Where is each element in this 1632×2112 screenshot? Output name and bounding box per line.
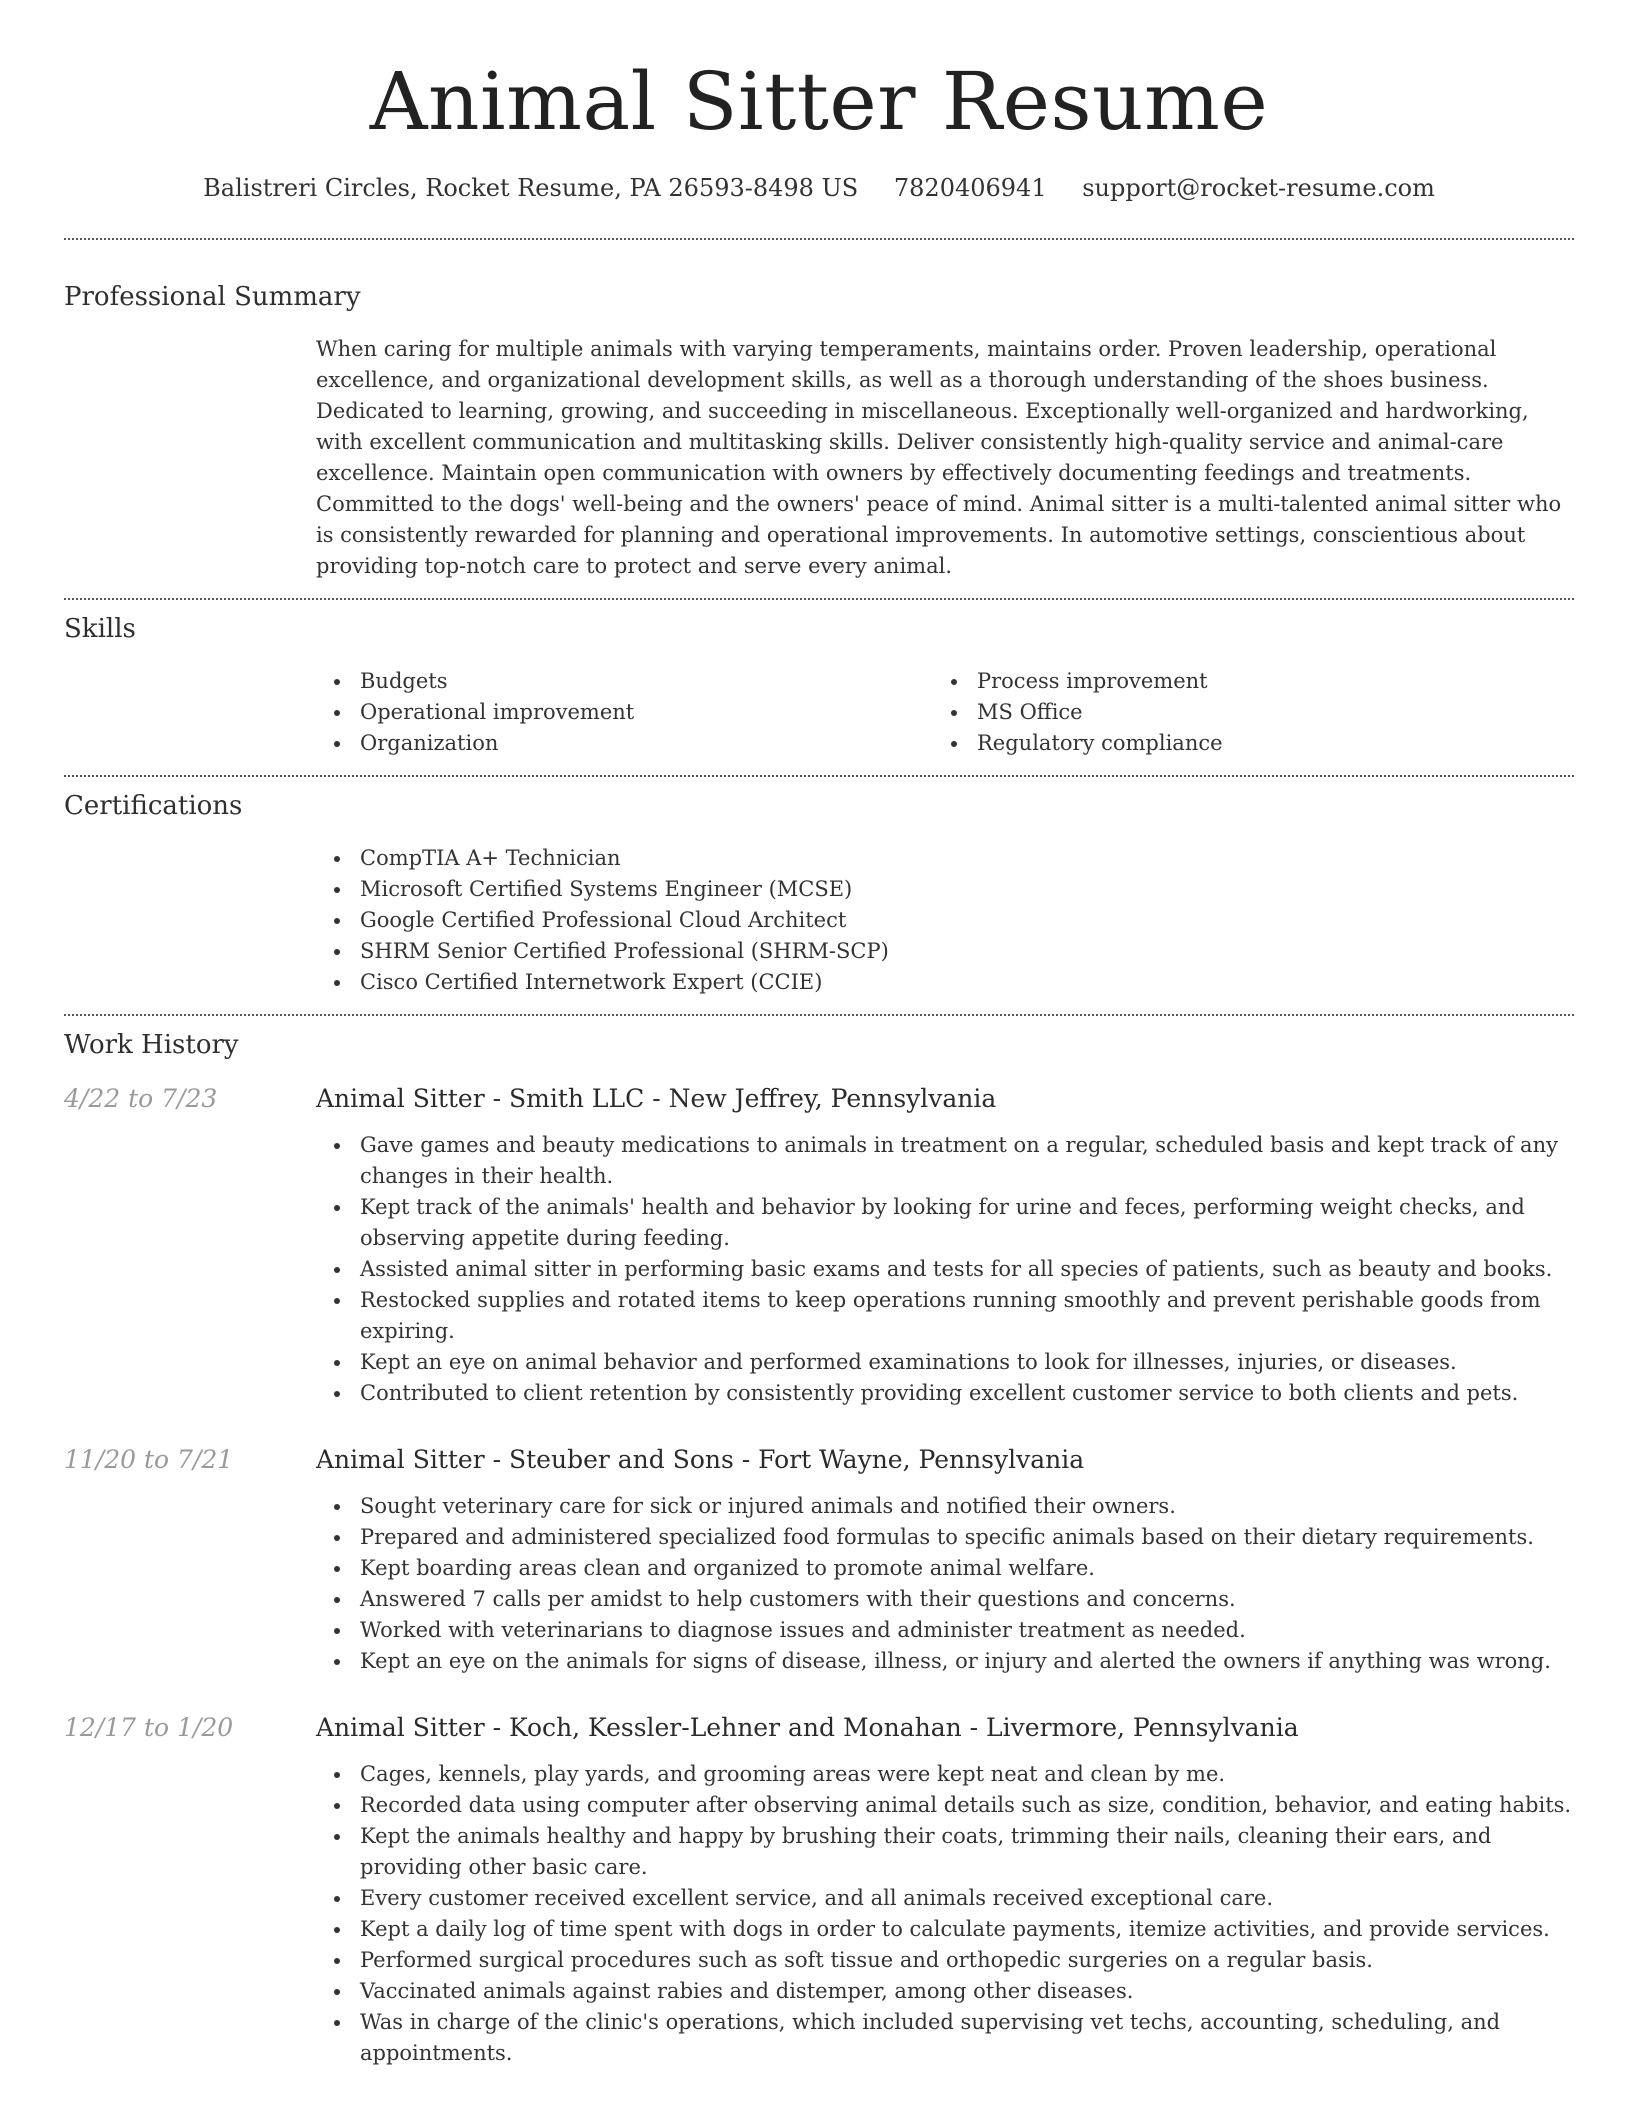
- contact-line: [64, 172, 1574, 204]
- divider: [64, 598, 1574, 600]
- job-date: 4/22 to 7/23: [64, 1084, 218, 1113]
- summary-heading: Professional Summary: [64, 282, 361, 312]
- job-duty: Prepared and administered specialized food formulas to specific animals based on their dietary requirements.: [316, 1522, 1574, 1553]
- job-duty: Sought veterinary care for sick or injured animals and notified their owners.: [316, 1491, 1574, 1522]
- job-title: Animal Sitter - Steuber and Sons - Fort Wayne, Pennsylvania: [316, 1445, 1085, 1474]
- skills-grid: [316, 666, 1574, 759]
- job-duty: Kept a daily log of time spent with dogs in order to calculate payments, itemize activities, and provide services.: [316, 1914, 1574, 1945]
- job-header: [64, 1082, 1574, 1116]
- skills-right-list: [933, 666, 1550, 759]
- job-title: Animal Sitter - Smith LLC - New Jeffrey, Pennsylvania: [316, 1084, 997, 1113]
- skill-item: Operational improvement: [316, 697, 933, 728]
- job-duty: Assisted animal sitter in performing basic exams and tests for all species of patients, such as beauty and books.: [316, 1254, 1574, 1285]
- job-duty: Worked with veterinarians to diagnose issues and administer treatment as needed.: [316, 1615, 1574, 1646]
- job-duty: Vaccinated animals against rabies and distemper, among other diseases.: [316, 1976, 1574, 2007]
- job-duty: Kept track of the animals' health and behavior by looking for urine and feces, performing weight checks, and observing appetite during feeding.: [316, 1192, 1574, 1254]
- resume-title: Animal Sitter Resume: [369, 55, 1269, 148]
- job-duty: Restocked supplies and rotated items to keep operations running smoothly and prevent perishable goods from expiring.: [316, 1285, 1574, 1347]
- certifications-list: [316, 843, 1574, 998]
- divider: [64, 775, 1574, 777]
- job-duty: Kept boarding areas clean and organized to promote animal welfare.: [316, 1553, 1574, 1584]
- skills-heading: Skills: [64, 614, 136, 644]
- resume-page: [64, 0, 1574, 2069]
- job-duty: Every customer received excellent service, and all animals received exceptional care.: [316, 1883, 1574, 1914]
- job-duty: Kept the animals healthy and happy by brushing their coats, trimming their nails, cleaning their ears, and providing other basic care.: [316, 1821, 1574, 1883]
- certifications-heading: Certifications: [64, 791, 243, 821]
- job-duty: Gave games and beauty medications to animals in treatment on a regular, scheduled basis and kept track of any changes in their health.: [316, 1130, 1574, 1192]
- certification-item: CompTIA A+ Technician: [316, 843, 1574, 874]
- job-duty: Performed surgical procedures such as soft tissue and orthopedic surgeries on a regular basis.: [316, 1945, 1574, 1976]
- job-entry: [64, 1082, 1574, 1409]
- contact-phone: 7820406941: [893, 174, 1047, 202]
- job-date: 12/17 to 1/20: [64, 1713, 234, 1742]
- skill-item: Budgets: [316, 666, 933, 697]
- job-duty: Recorded data using computer after observing animal details such as size, condition, behavior, and eating habits.: [316, 1790, 1574, 1821]
- job-entry: [64, 1443, 1574, 1677]
- skills-left-list: [316, 666, 933, 759]
- skill-item: Organization: [316, 728, 933, 759]
- certification-item: SHRM Senior Certified Professional (SHRM-SCP): [316, 936, 1574, 967]
- contact-email: support@rocket-resume.com: [1082, 174, 1435, 202]
- job-title: Animal Sitter - Koch, Kessler-Lehner and Monahan - Livermore, Pennsylvania: [316, 1713, 1299, 1742]
- job-header: [64, 1443, 1574, 1477]
- divider: [64, 238, 1574, 240]
- contact-address: Balistreri Circles, Rocket Resume, PA 26593-8498 US: [203, 174, 859, 202]
- divider: [64, 1014, 1574, 1016]
- job-duties-list: [316, 1130, 1574, 1409]
- skill-item: Regulatory compliance: [933, 728, 1550, 759]
- job-date: 11/20 to 7/21: [64, 1445, 234, 1474]
- work-history-heading: Work History: [64, 1030, 239, 1060]
- job-duties-list: [316, 1759, 1574, 2069]
- job-duties-list: [316, 1491, 1574, 1677]
- skill-item: Process improvement: [933, 666, 1550, 697]
- skill-item: MS Office: [933, 697, 1550, 728]
- certification-item: Google Certified Professional Cloud Architect: [316, 905, 1574, 936]
- job-duty: Kept an eye on animal behavior and performed examinations to look for illnesses, injuries, or diseases.: [316, 1347, 1574, 1378]
- job-header: [64, 1711, 1574, 1745]
- job-duty: Was in charge of the clinic's operations, which included supervising vet techs, accounting, scheduling, and appointments.: [316, 2007, 1574, 2069]
- certification-item: Microsoft Certified Systems Engineer (MCSE): [316, 874, 1574, 905]
- job-duty: Kept an eye on the animals for signs of disease, illness, or injury and alerted the owners if anything was wrong.: [316, 1646, 1574, 1677]
- job-entry: [64, 1711, 1574, 2069]
- job-duty: Contributed to client retention by consistently providing excellent customer service to both clients and pets.: [316, 1378, 1574, 1409]
- job-duty: Cages, kennels, play yards, and grooming areas were kept neat and clean by me.: [316, 1759, 1574, 1790]
- job-duty: Answered 7 calls per amidst to help customers with their questions and concerns.: [316, 1584, 1574, 1615]
- certification-item: Cisco Certified Internetwork Expert (CCIE): [316, 967, 1574, 998]
- summary-text: When caring for multiple animals with varying temperaments, maintains order. Proven leadership, operational excellence, and organizational development skills, as well as a thorough understanding of the shoes business. Dedicated to learning, growing, and succeeding in miscellaneous. Exceptionally well-organized and hardworking, with excellent communication and multitasking skills. Deliver consistently high-quality service and animal-care excellence. Maintain open communication with owners by effectively documenting feedings and treatments. Committed to the dogs' well-being and the owners' peace of mind. Animal sitter is a multi-talented animal sitter who is consistently rewarded for planning and operational improvements. In automotive settings, conscientious about providing top-notch care to protect and serve every animal.: [316, 337, 1562, 578]
